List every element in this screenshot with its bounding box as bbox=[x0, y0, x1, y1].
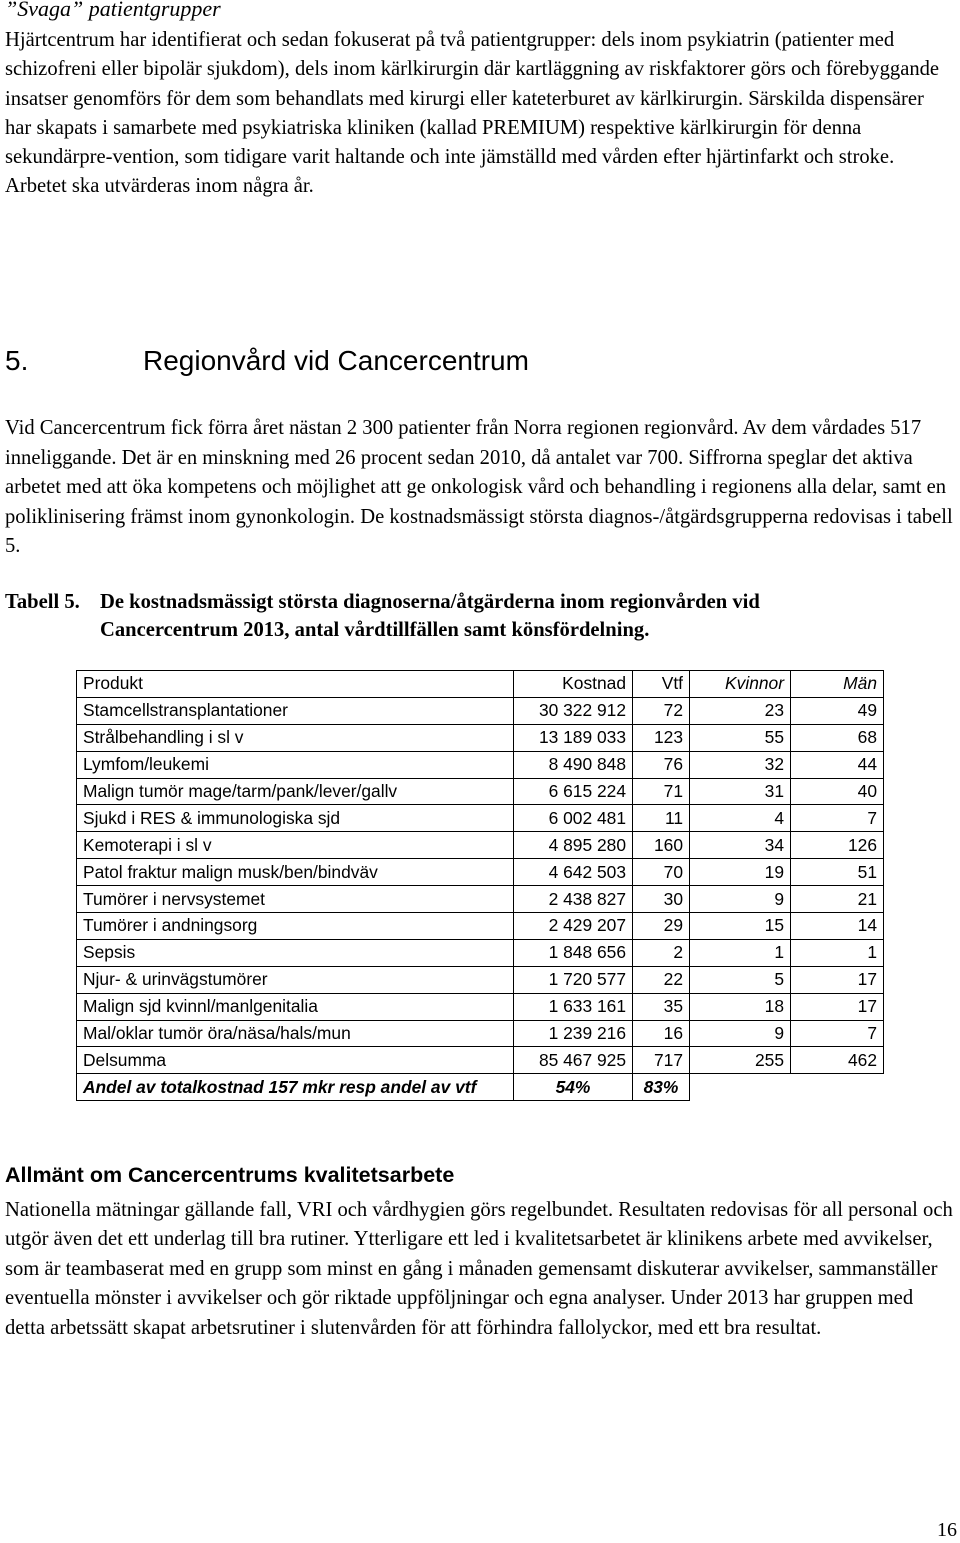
cell-man: 14 bbox=[791, 913, 884, 940]
cell-vtf: 22 bbox=[633, 966, 690, 993]
section-heading-kvalitetsarbete: Allmänt om Cancercentrums kvalitetsarbete bbox=[5, 1163, 455, 1187]
table-row bbox=[77, 805, 884, 832]
cell-kostnad: 30 322 912 bbox=[514, 697, 633, 724]
cell-kostnad: 1 239 216 bbox=[514, 1020, 633, 1047]
cell-kvinnor: 23 bbox=[690, 697, 791, 724]
cell-produkt: Patol fraktur malign musk/ben/bindväv bbox=[77, 859, 514, 886]
cell-vtf: 2 bbox=[633, 939, 690, 966]
table-row bbox=[77, 724, 884, 751]
cell-produkt: Stamcellstransplantationer bbox=[77, 697, 514, 724]
cell-man: 40 bbox=[791, 778, 884, 805]
cell-andel-kostnad: 54% bbox=[514, 1074, 633, 1101]
table-row bbox=[77, 993, 884, 1020]
cell-kvinnor: 5 bbox=[690, 966, 791, 993]
table-caption-line1: De kostnadsmässigt största diagnoserna/åtgärderna inom regionvården vid bbox=[100, 591, 760, 613]
table-caption-label: Tabell 5. bbox=[5, 591, 80, 613]
cell-vtf: 123 bbox=[633, 724, 690, 751]
cell-andel-empty bbox=[690, 1074, 791, 1101]
cell-man: 462 bbox=[791, 1047, 884, 1074]
cost-table bbox=[76, 670, 884, 1101]
cell-kvinnor: 9 bbox=[690, 1020, 791, 1047]
section-title-svaga-patientgrupper: ”Svaga” patientgrupper bbox=[5, 0, 221, 21]
table-header-row bbox=[77, 671, 884, 698]
cell-vtf: 11 bbox=[633, 805, 690, 832]
cell-andel-produkt: Andel av totalkostnad 157 mkr resp andel av vtf bbox=[77, 1074, 514, 1101]
cell-kvinnor: 32 bbox=[690, 751, 791, 778]
cell-man: 68 bbox=[791, 724, 884, 751]
table-row bbox=[77, 1047, 884, 1074]
cell-kostnad: 6 002 481 bbox=[514, 805, 633, 832]
cell-kvinnor: 31 bbox=[690, 778, 791, 805]
cell-produkt: Strålbehandling i sl v bbox=[77, 724, 514, 751]
section-heading-regionvard: Regionvård vid Cancercentrum bbox=[143, 345, 529, 376]
cell-vtf: 16 bbox=[633, 1020, 690, 1047]
table-row bbox=[77, 886, 884, 913]
cell-produkt: Kemoterapi i sl v bbox=[77, 832, 514, 859]
cell-vtf: 160 bbox=[633, 832, 690, 859]
table-row bbox=[77, 913, 884, 940]
table-row bbox=[77, 697, 884, 724]
cell-kostnad: 2 438 827 bbox=[514, 886, 633, 913]
cell-kostnad: 85 467 925 bbox=[514, 1047, 633, 1074]
cell-andel-vtf: 83% bbox=[633, 1074, 690, 1101]
cell-man: 7 bbox=[791, 1020, 884, 1047]
cell-produkt: Sjukd i RES & immunologiska sjd bbox=[77, 805, 514, 832]
cell-kostnad: 1 720 577 bbox=[514, 966, 633, 993]
cell-man: 1 bbox=[791, 939, 884, 966]
table-row bbox=[77, 859, 884, 886]
table-row bbox=[77, 939, 884, 966]
cell-produkt: Njur- & urinvägstumörer bbox=[77, 966, 514, 993]
cell-man: 7 bbox=[791, 805, 884, 832]
cell-vtf: 29 bbox=[633, 913, 690, 940]
table-row bbox=[77, 966, 884, 993]
table-row-andel bbox=[77, 1074, 884, 1101]
table-caption-line2: Cancercentrum 2013, antal vårdtillfällen samt könsfördelning. bbox=[100, 619, 650, 641]
cell-kvinnor: 255 bbox=[690, 1047, 791, 1074]
table-caption bbox=[5, 588, 955, 644]
cell-kvinnor: 9 bbox=[690, 886, 791, 913]
cell-man: 17 bbox=[791, 993, 884, 1020]
header-kvinnor: Kvinnor bbox=[690, 671, 791, 698]
table-row bbox=[77, 1020, 884, 1047]
cell-man: 49 bbox=[791, 697, 884, 724]
cell-produkt: Malign tumör mage/tarm/pank/lever/gallv bbox=[77, 778, 514, 805]
cell-man: 17 bbox=[791, 966, 884, 993]
cell-man: 126 bbox=[791, 832, 884, 859]
table-row bbox=[77, 751, 884, 778]
cell-andel-empty bbox=[791, 1074, 884, 1101]
cell-produkt: Tumörer i nervsystemet bbox=[77, 886, 514, 913]
cell-produkt: Mal/oklar tumör öra/näsa/hals/mun bbox=[77, 1020, 514, 1047]
cell-kvinnor: 4 bbox=[690, 805, 791, 832]
cell-vtf: 70 bbox=[633, 859, 690, 886]
cell-vtf: 717 bbox=[633, 1047, 690, 1074]
cell-kostnad: 13 189 033 bbox=[514, 724, 633, 751]
cell-kostnad: 8 490 848 bbox=[514, 751, 633, 778]
section-number: 5. bbox=[5, 345, 29, 376]
cell-man: 21 bbox=[791, 886, 884, 913]
cell-kvinnor: 19 bbox=[690, 859, 791, 886]
cell-kvinnor: 55 bbox=[690, 724, 791, 751]
header-vtf: Vtf bbox=[633, 671, 690, 698]
header-produkt: Produkt bbox=[77, 671, 514, 698]
cell-man: 51 bbox=[791, 859, 884, 886]
cell-produkt: Sepsis bbox=[77, 939, 514, 966]
paragraph-cancercentrum: Vid Cancercentrum fick förra året nästan 2 300 patienter från Norra regionen regionvård. Av dem vårdades 517 inneliggande. Det är en minskning med 26 procent sedan 2010, då antalet var 700. Siffrorna speglar det aktiva arbetet med att öka kompetens och möjlighet att ge onkologisk vård och behandling i regionens alla delar, samt en poliklinisering främst inom gynonkologin. De kostnadsmässigt största diagnos-/åtgärdsgrupperna redovisas i tabell 5. bbox=[5, 417, 953, 558]
cell-kostnad: 1 848 656 bbox=[514, 939, 633, 966]
cell-kvinnor: 15 bbox=[690, 913, 791, 940]
cell-produkt: Delsumma bbox=[77, 1047, 514, 1074]
cell-produkt: Tumörer i andningsorg bbox=[77, 913, 514, 940]
paragraph-kvalitetsarbete: Nationella mätningar gällande fall, VRI och vårdhygien görs regelbundet. Resultaten redovisas för all personal och utgör även det ett underlag till bra rutiner. Ytterligare ett led i kvalitetsarbetet är klinikens arbete med avvikelser, som är teambaserat med en grupp som minst en gång i månaden gemensamt diskuterar avvikelser, sammanställer eventuella mönster i avvikelser och gör riktade uppföljningar och egna analyser. Under 2013 har gruppen med detta arbetssätt skapat arbetsrutiner i slutenvården för att förhindra fallolyckor, med ett bra resultat. bbox=[5, 1199, 953, 1339]
cell-kvinnor: 1 bbox=[690, 939, 791, 966]
cell-vtf: 35 bbox=[633, 993, 690, 1020]
header-kostnad: Kostnad bbox=[514, 671, 633, 698]
cell-man: 44 bbox=[791, 751, 884, 778]
cell-kvinnor: 18 bbox=[690, 993, 791, 1020]
cell-vtf: 76 bbox=[633, 751, 690, 778]
cell-kostnad: 4 895 280 bbox=[514, 832, 633, 859]
header-man: Män bbox=[791, 671, 884, 698]
page-number: 16 bbox=[937, 1519, 957, 1541]
cell-kostnad: 6 615 224 bbox=[514, 778, 633, 805]
paragraph-hjartcentrum: Hjärtcentrum har identifierat och sedan fokuserat på två patientgrupper: dels inom psykiatrin (patienter med schizofreni eller bipolär sjukdom), dels inom kärlkirurgin där kartläggning av riskfaktorer görs och förebyggande insatser genomförs för dem som behandlats med kirurgi eller kateterburet av kärlkirurgin. Särskilda dispensärer har skapats i samarbete med psykiatriska kliniken (kallad PREMIUM) respektive kärlkirurgin för denna sekundärpre-vention, som tidigare varit haltande och inte jämställd med vården efter hjärtinfarkt och stroke. Arbetet ska utvärderas inom några år. bbox=[5, 29, 940, 198]
cell-kvinnor: 34 bbox=[690, 832, 791, 859]
cell-vtf: 71 bbox=[633, 778, 690, 805]
table-row bbox=[77, 778, 884, 805]
cell-kostnad: 1 633 161 bbox=[514, 993, 633, 1020]
cell-vtf: 30 bbox=[633, 886, 690, 913]
cell-produkt: Malign sjd kvinnl/manlgenitalia bbox=[77, 993, 514, 1020]
table-row bbox=[77, 832, 884, 859]
cell-kostnad: 2 429 207 bbox=[514, 913, 633, 940]
cell-vtf: 72 bbox=[633, 697, 690, 724]
cell-kostnad: 4 642 503 bbox=[514, 859, 633, 886]
cell-produkt: Lymfom/leukemi bbox=[77, 751, 514, 778]
